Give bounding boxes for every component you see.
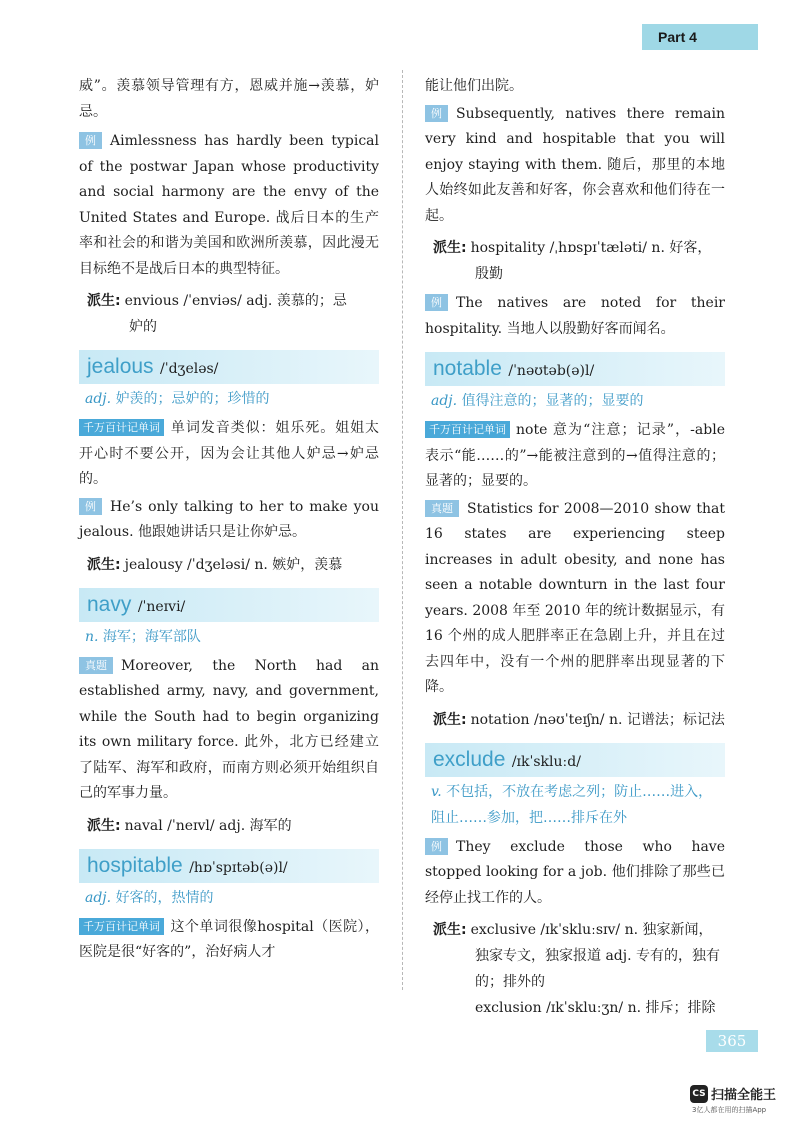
- page-number: 365: [706, 1030, 758, 1052]
- definition: [79, 624, 379, 650]
- phonetic: /ɪkˈskluːd/: [511, 753, 581, 770]
- derivation-envious: [79, 288, 379, 340]
- derivation-notation: [425, 707, 725, 733]
- derivation-label: 派生:: [87, 817, 121, 834]
- memo-tag: 千万百计记单词: [79, 918, 164, 935]
- headword-hospitable: [79, 849, 379, 883]
- derivation-text-cont: 妒的: [129, 319, 157, 335]
- derivation-label: 派生:: [433, 240, 467, 256]
- continued-text: 能让他们出院。: [425, 78, 523, 94]
- exam-text: Statistics for 2008—2010 show that 16 states are experiencing steep increases in adult obesity, and none has seen a notable downturn in the last four years. 2008 年至 2010 年的统计数据显示，有 16 个州的成人肥胖率正在急剧上升，并且在过去四年中，没有一个州的肥胖率出现显著的下降。: [425, 500, 725, 695]
- brand-name: 扫描全能王: [711, 1088, 777, 1103]
- definition: [79, 885, 379, 911]
- left-column: [79, 74, 379, 966]
- example-tag: 例: [425, 294, 448, 311]
- headword-notable: [425, 352, 725, 386]
- definition: [425, 388, 725, 414]
- definition-text: 好客的，热情的: [115, 889, 214, 906]
- derivation-text: naval /ˈneɪvl/ adj. 海军的: [124, 817, 292, 834]
- intro-text: 威”。羡慕领导管理有方，恩威并施→羡慕，妒忌。: [79, 78, 379, 120]
- camscanner-logo-icon: CS: [690, 1085, 708, 1103]
- derivation-label: 派生:: [433, 711, 467, 728]
- right-column: [425, 74, 725, 1021]
- part-of-speech: adj.: [431, 393, 458, 409]
- headword: notable: [433, 357, 502, 380]
- example-hospitality: [425, 291, 725, 342]
- derivation-text: envious /ˈenviəs/ adj. 羡慕的；忌: [124, 293, 347, 309]
- example-text: The natives are noted for their hospitality. 当地人以殷勤好客而闻名。: [425, 295, 725, 337]
- headword-exclude: [425, 743, 725, 777]
- part-of-speech: n.: [85, 628, 99, 645]
- example-tag: 例: [425, 838, 448, 855]
- headword: jealous: [87, 355, 154, 378]
- memo-jealous: [79, 416, 379, 493]
- derivation-text-cont: 殷勤: [475, 266, 503, 282]
- part-of-speech: adj.: [85, 391, 112, 407]
- headword: hospitable: [87, 853, 183, 877]
- derivation-label: 派生:: [433, 922, 467, 938]
- memo-tag: 千万百计记单词: [425, 421, 510, 438]
- example-tag: 例: [79, 132, 102, 149]
- definition-text: 不包括，不放在考虑之列；防止……进入，阻止……参加，把……排斥在外: [431, 783, 713, 826]
- derivation-naval: [79, 813, 379, 839]
- phonetic: /ˈneɪvi/: [137, 598, 186, 615]
- part-of-speech: v.: [431, 783, 442, 800]
- example-jealous: [79, 495, 379, 546]
- memo-text: 这个单词很像hospital（医院），医院是很“好客的”，治好病人才: [79, 918, 379, 960]
- exam-tag: 真题: [425, 500, 459, 517]
- example-text: They exclude those who have stopped looking for a job. 他们排除了那些已经停止找工作的人。: [425, 838, 725, 906]
- derivation-exclusive: [425, 917, 725, 1021]
- derivation-label: 派生:: [87, 293, 121, 309]
- memo-notable: [425, 418, 725, 495]
- example-text: He’s only talking to her to make you jealous. 他跟她讲话只是让你妒忌。: [79, 498, 379, 540]
- derivation-jealousy: [79, 552, 379, 578]
- memo-text: note 意为“注意；记录”，-able 表示“能……的”→能被注意到的→值得注意的；显著的；显要的。: [425, 422, 725, 489]
- example-hospitable: [425, 102, 725, 230]
- definition-text: 值得注意的；显著的；显要的: [461, 393, 644, 409]
- derivation-hospitality: [425, 235, 725, 287]
- exam-text: Moreover, the North had an established army, navy, and government, while the South had to begin organizing its own military force. 此外，北方已经建立了陆军、海军和政府，而南方则必须开始组织自己的军事力量。: [79, 657, 379, 801]
- memo-hospitable: [79, 915, 379, 966]
- part-of-speech: adj.: [85, 889, 112, 906]
- definition-text: 妒羡的；忌妒的；珍惜的: [115, 391, 270, 407]
- headword: navy: [87, 592, 132, 616]
- exam-notable: [425, 497, 725, 701]
- example-1: [79, 129, 379, 282]
- headword: exclude: [433, 747, 506, 771]
- headword-navy: [79, 588, 379, 622]
- derivation-text: exclusive /ɪkˈskluːsɪv/ n. 独家新闻，: [470, 922, 713, 938]
- example-tag: 例: [79, 498, 102, 515]
- definition-text: 海军；海军部队: [102, 628, 201, 645]
- derivation-text-cont: 独家专文，独家报道 adj. 专有的，独有的；排外的: [475, 948, 720, 990]
- example-exclude: [425, 835, 725, 912]
- phonetic: /ˈnəʊtəb(ə)l/: [508, 363, 595, 379]
- derivation-text: notation /nəʊˈteɪʃn/ n. 记谱法；标记法: [470, 711, 725, 728]
- brand-slogan: 3亿人都在用的扫描App: [692, 1106, 767, 1114]
- derivation-text-exclusion: exclusion /ɪkˈskluːʒn/ n. 排斥；排除: [475, 1000, 716, 1016]
- phonetic: /hɒˈspɪtəb(ə)l/: [189, 859, 288, 876]
- definition: [79, 386, 379, 412]
- exam-navy: [79, 654, 379, 807]
- example-text: Aimlessness has hardly been typical of the postwar Japan whose productivity and social harmony are the envy of the United States and Europe. 战后日本的生产率和社会的和谐为美国和欧洲所羡慕，因此漫无目标绝不是战后日本的典型特征。: [79, 133, 379, 277]
- part-tab: Part 4: [642, 24, 758, 50]
- phonetic: /ˈdʒeləs/: [160, 361, 219, 377]
- memo-text: 单词发音类似：姐乐死。姐姐太开心时不要公开，因为会让其他人妒忌→妒忌的。: [79, 420, 379, 487]
- scanner-watermark: [690, 1083, 776, 1115]
- derivation-label: 派生:: [87, 556, 121, 573]
- memo-tag: 千万百计记单词: [79, 419, 164, 436]
- derivation-text: hospitality /ˌhɒspɪˈtæləti/ n. 好客，: [470, 240, 712, 256]
- headword-jealous: [79, 350, 379, 384]
- example-tag: 例: [425, 105, 448, 122]
- exam-tag: 真题: [79, 657, 113, 674]
- example-text: Subsequently, natives there remain very kind and hospitable that you will enjoy staying with them. 随后，那里的本地人始终如此友善和好客，你会喜欢和他们待在一起。: [425, 105, 725, 224]
- derivation-text: jealousy /ˈdʒeləsi/ n. 嫉妒，羡慕: [124, 556, 343, 573]
- definition: [425, 779, 725, 831]
- column-divider: [402, 70, 403, 990]
